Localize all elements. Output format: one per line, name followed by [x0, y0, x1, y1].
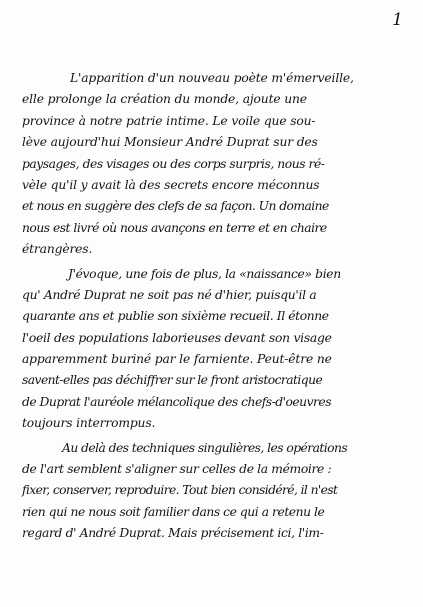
text-line: nous est livré où nous avançons en terre et en chaire — [22, 220, 327, 235]
text-line: toujours interrompus. — [22, 416, 156, 431]
text-line: rien qui ne nous soit familier dans ce qui a retenu le — [22, 504, 325, 519]
text-line: fixer, conserver, reproduire. Tout bien considéré, il n'est — [22, 483, 338, 498]
text-line: lève aujourd'hui Monsieur André Duprat sur des — [22, 135, 318, 150]
text-line: qu' André Duprat ne soit pas né d'hier, puisqu'il a — [22, 287, 317, 302]
text-line: savent-elles pas déchiffrer sur le front aristocratique — [22, 373, 323, 388]
text-line: elle prolonge la création du monde, ajoute une — [22, 92, 307, 107]
text-line: et nous en suggère des clefs de sa façon. Un domaine — [22, 199, 329, 214]
text-line: apparemment buriné par le farniente. Peut-être ne — [22, 352, 332, 367]
text-line: quarante ans et publie son sixième recueil. Il étonne — [22, 309, 329, 324]
text-line: Au delà des techniques singulières, les opérations — [62, 440, 348, 455]
text-line: regard d' André Duprat. Mais précisement ici, l'im- — [22, 526, 324, 541]
text-line: province à notre patrie intime. Le voile que sou- — [22, 113, 316, 128]
handwritten-text-body — [22, 68, 408, 545]
text-line: de l'art semblent s'aligner sur celles de la mémoire : — [22, 462, 332, 477]
text-line: de Duprat l'auréole mélancolique des chefs-d'oeuvres — [22, 394, 332, 409]
paragraph-3 — [22, 438, 408, 545]
page-number: 1 — [392, 10, 403, 30]
paragraph-1 — [22, 68, 408, 261]
text-line: J'évoque, une fois de plus, la «naissance» bien — [68, 266, 341, 281]
text-line: l'oeil des populations laborieuses devant son visage — [22, 330, 332, 345]
paragraph-2 — [22, 264, 408, 435]
text-line: paysages, des visages ou des corps surpris, nous ré- — [22, 156, 325, 171]
text-line: vèle qu'il y avait là des secrets encore méconnus — [22, 177, 320, 192]
text-line: L'apparition d'un nouveau poète m'émerveille, — [70, 71, 354, 85]
text-line: étrangères. — [22, 242, 93, 257]
